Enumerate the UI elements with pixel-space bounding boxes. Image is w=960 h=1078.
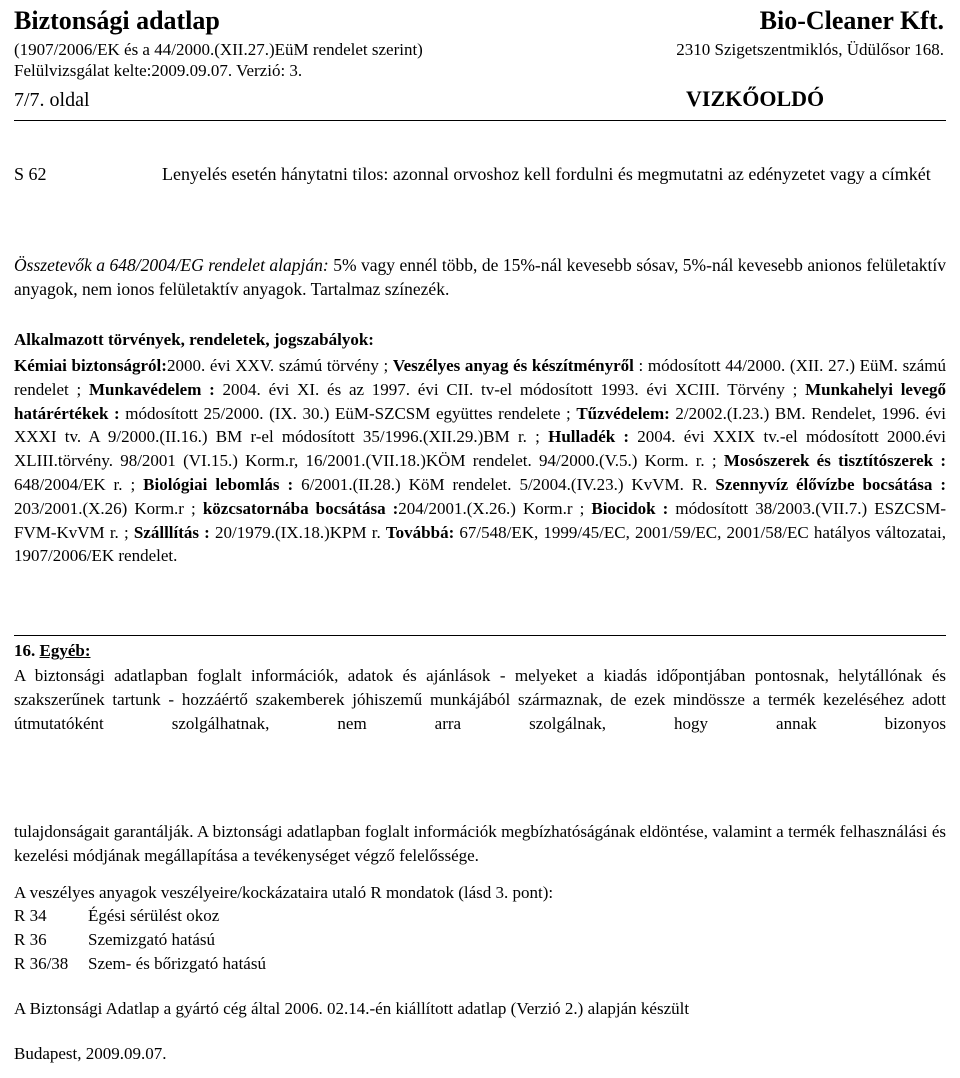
source-note: A Biztonsági Adatlap a gyártó cég által 2006. 02.14.-én kiállított adatlap (Verzió 2.) alapján készült xyxy=(14,999,690,1018)
product-name: VIZKŐOLDÓ xyxy=(686,86,825,111)
company-name: Bio-Cleaner Kft. xyxy=(759,6,944,35)
law-topic: Továbbá: xyxy=(385,522,455,542)
ingredients-text: 5% vagy ennél több, de 15%-nál kevesebb sósav, 5%-nál kevesebb anionos felületaktív anyagok, nem ionos felületaktív anyagok. Tartalmaz színezék. xyxy=(14,255,947,299)
law-topic: Mosószerek és tisztítószerek : xyxy=(723,451,946,471)
r-phrase-code: R 36 xyxy=(14,930,47,949)
law-topic: Veszélyes anyag és készítményről xyxy=(392,356,634,375)
r-phrase-text: Szem- és bőrizgató hatású xyxy=(88,954,266,973)
r-phrase-code: R 34 xyxy=(14,906,47,925)
law-topic: Munkahelyi levegő határértékek : xyxy=(14,379,947,423)
r-phrases-intro: A veszélyes anyagok veszélyeire/kockázataira utaló R mondatok (lásd 3. pont): xyxy=(14,883,554,902)
section-divider xyxy=(14,635,946,636)
law-reference: 2004. évi XXIX tv.-el módosított 2000.évi XLIII.törvény. 98/2001 (VI.15.) Korm.r, 16/2001.(VII.18.)KÖM rendelet. 94/2000.(V.5.) Korm. r. ; xyxy=(14,427,946,471)
law-reference: 2004. évi XI. és az 1997. évi CII. tv-el módosított 1993. évi XCIII. Törvény ; xyxy=(214,379,806,399)
section-16-heading xyxy=(14,640,91,662)
revision-info: Felülvizsgálat kelte:2009.09.07. Verzió: 3. xyxy=(14,61,303,80)
law-topic: Munkavédelem : xyxy=(88,379,215,399)
law-reference: módosított 38/2003.(VII.7.) ESZCSM-FVM-KvVM r. ; xyxy=(14,498,946,542)
regulation-reference: (1907/2006/EK és a 44/2000.(XII.27.)EüM rendelet szerint) xyxy=(14,40,423,59)
law-topic: Biológiai lebomlás : xyxy=(143,474,294,494)
laws-paragraph xyxy=(14,354,946,568)
law-topic: Tűzvédelem: xyxy=(576,403,670,423)
law-topic: Szennyvíz élővízbe bocsátása : xyxy=(715,474,946,494)
law-topic: Szálllítás : xyxy=(133,522,210,542)
place-and-date: Budapest, 2009.09.07. xyxy=(14,1044,167,1063)
s-phrase-code: S 62 xyxy=(14,164,47,184)
law-reference: 648/2004/EK r. ; xyxy=(14,474,144,494)
r-phrase-code: R 36/38 xyxy=(14,954,69,973)
law-topic: Biocidok : xyxy=(591,498,669,518)
s-phrase-text: Lenyelés esetén hánytatni tilos: azonnal orvoshoz kell fordulni és megmutatni az edényzetet vagy a címkét xyxy=(162,164,931,184)
law-reference: módosított 25/2000. (IX. 30.) EüM-SZCSM együttes rendelete ; xyxy=(119,403,577,423)
law-reference: 203/2001.(X.26) Korm.r ; xyxy=(14,498,203,518)
law-topic: közcsatornába bocsátása : xyxy=(202,498,399,518)
disclaimer-paragraph-1: A biztonsági adatlapban foglalt információk, adatok és ajánlások - melyeket a kiadás időpontjában pontosnak, helytállónak és szakszerűnek tartunk - hozzáértő szakemberek jóhiszemű munkájából származnak, de ezek mindössze a termék kezeléséhez adott útmutatóként szolgálhatnak, nem arra szolgálnak, hogy annak bizonyos xyxy=(14,666,946,733)
document-title: Biztonsági adatlap xyxy=(14,6,220,35)
disclaimer-paragraph-2: tulajdonságait garantálják. A biztonsági adatlapban foglalt információk megbízhatóságának eldöntése, valamint a termék felhasználási és kezelési módjának megállapítása a tevékenységet végző felelőssége. xyxy=(14,822,946,865)
header-divider xyxy=(14,120,946,121)
page-number: 7/7. oldal xyxy=(14,89,90,111)
law-topic: Hulladék : xyxy=(548,427,630,447)
law-reference: 67/548/EK, 1999/45/EC, 2001/59/EC, 2001/58/EC hatályos változatai, 1907/2006/EK rendelet. xyxy=(14,522,947,566)
law-reference: : módosított 44/2000. (XII. 27.) EüM. számú rendelet ; xyxy=(14,356,947,399)
section-label: Egyéb: xyxy=(39,641,91,660)
law-topic: Kémiai biztonságról: xyxy=(14,356,167,375)
law-reference: 2/2002.(I.23.) BM. Rendelet, 1996. évi XXXI tv. A 9/2000.(II.16.) BM r-el módosított 35/1996.(XII.29.)BM r. ; xyxy=(14,403,947,447)
ingredients-lead: Összetevők a 648/2004/EG rendelet alapján: xyxy=(14,255,329,275)
law-reference: 2000. évi XXV. számú törvény ; xyxy=(166,356,393,375)
law-reference: 6/2001.(II.28.) KöM rendelet. 5/2004.(IV.23.) KvVM. R. xyxy=(293,474,716,494)
laws-heading: Alkalmazott törvények, rendeletek, jogszabályok: xyxy=(14,330,374,349)
law-reference: 204/2001.(X.26.) Korm.r ; xyxy=(398,498,592,518)
section-number: 16. xyxy=(14,641,36,660)
r-phrase-text: Szemizgató hatású xyxy=(88,930,215,949)
r-phrase-text: Égési sérülést okoz xyxy=(88,906,220,925)
ingredients-paragraph xyxy=(14,253,946,301)
company-address: 2310 Szigetszentmiklós, Üdülősor 168. xyxy=(676,40,944,59)
law-reference: 20/1979.(IX.18.)KPM r. xyxy=(209,522,386,542)
